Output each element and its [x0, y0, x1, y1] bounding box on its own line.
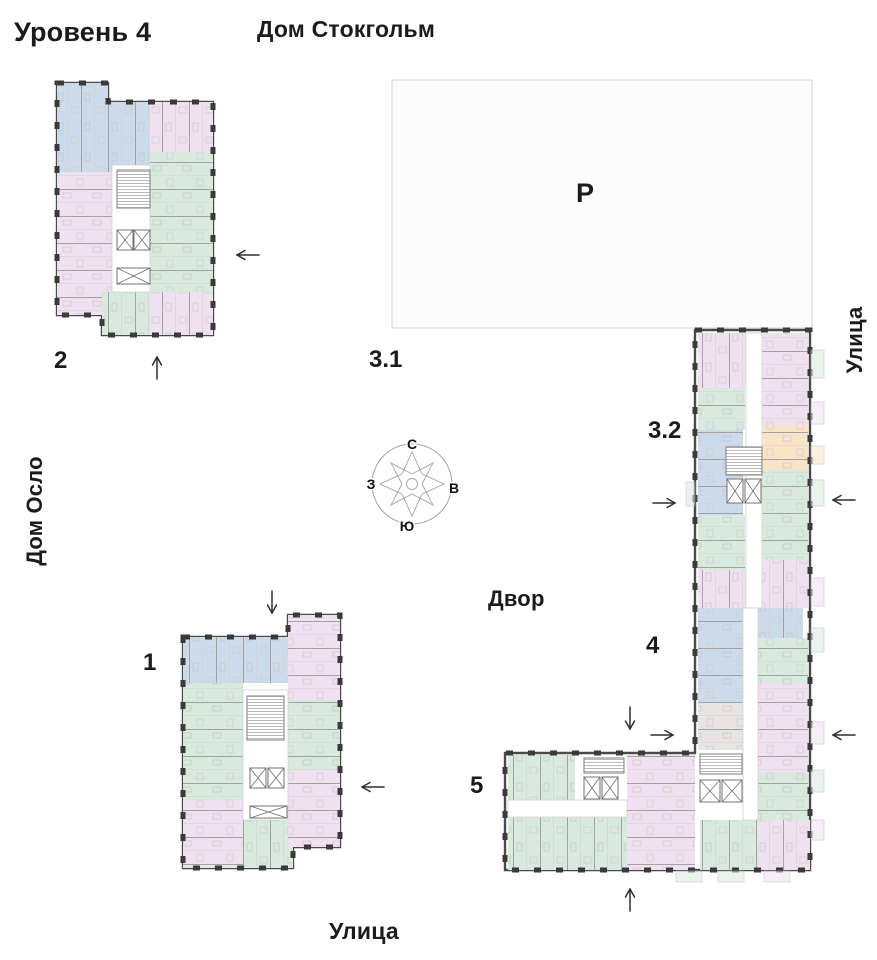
corridor — [508, 800, 627, 817]
building-2[interactable] — [57, 83, 213, 335]
compass-center — [407, 479, 418, 490]
entrance-arrow-up — [626, 889, 635, 911]
compass-east-label: В — [448, 480, 460, 496]
street-right-label: Улица — [842, 306, 867, 374]
house-stockholm-label: Дом Стокгольм — [257, 16, 436, 42]
compass — [367, 436, 459, 534]
balcony — [686, 482, 695, 506]
parking-label: Р — [576, 178, 595, 208]
balcony — [764, 871, 790, 882]
entrance-arrow-left — [833, 496, 855, 505]
balcony — [811, 628, 824, 652]
balcony — [811, 480, 824, 506]
entrance-arrow-right — [651, 731, 673, 740]
compass-south-label: Ю — [399, 518, 415, 534]
balcony — [811, 722, 824, 744]
balcony — [811, 820, 824, 840]
balcony — [676, 871, 702, 882]
balcony — [811, 402, 824, 424]
section-label-5: 5 — [470, 772, 484, 799]
balcony — [718, 871, 744, 882]
entrance-arrow-left — [237, 251, 259, 260]
entrance-arrow-down — [268, 591, 277, 613]
balcony — [811, 770, 824, 792]
corridor — [743, 608, 758, 820]
section-label-4: 4 — [646, 632, 660, 659]
entrance-arrow-right — [653, 499, 675, 508]
parking-area[interactable] — [392, 80, 812, 328]
street-bottom-label: Улица — [329, 918, 399, 944]
building-1[interactable] — [183, 615, 340, 868]
compass-west-label: З — [366, 476, 376, 492]
balcony — [811, 446, 824, 464]
entrance-arrow-left — [362, 783, 384, 792]
section-label-3.1: 3.1 — [369, 346, 403, 373]
section-label-2: 2 — [54, 347, 68, 374]
courtyard-label: Двор — [488, 586, 545, 611]
page-title: Уровень 4 — [14, 17, 152, 47]
entrance-arrow-up — [153, 357, 162, 379]
building-3.2-4-5[interactable] — [505, 330, 810, 870]
compass-north-label: С — [406, 436, 418, 452]
entrance-arrow-left — [833, 731, 855, 740]
section-label-3.2: 3.2 — [648, 417, 682, 444]
balcony — [811, 350, 824, 378]
entrance-arrow-down — [626, 707, 635, 729]
balcony — [811, 578, 824, 606]
house-oslo-label: Дом Осло — [22, 456, 47, 566]
section-label-1: 1 — [143, 649, 157, 676]
